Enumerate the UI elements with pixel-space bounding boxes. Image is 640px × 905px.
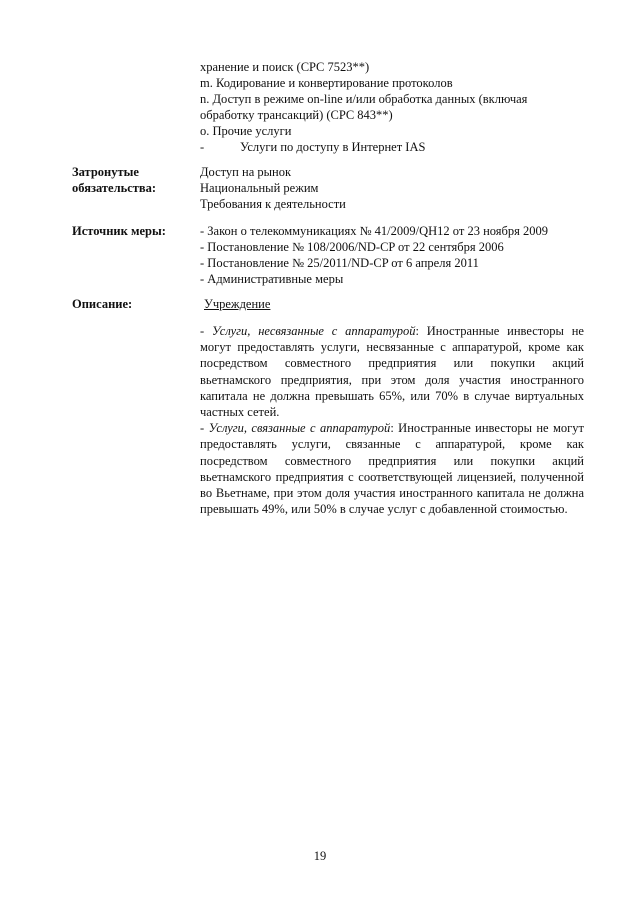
services-line-3: n. Доступ в режиме on-line и/или обработка данных (включая: [200, 92, 528, 106]
page-number: 19: [313, 849, 327, 863]
measure-source-item: - Закон о телекоммуникациях № 41/2009/QH12 от 23 ноября 2009: [200, 224, 549, 238]
description-heading-text: Учреждение: [204, 297, 271, 311]
affected-obligations-label-line-1: Затронутые: [72, 165, 139, 179]
affected-obligations-label: [72, 164, 192, 196]
measure-source-item: - Постановление № 108/2006/ND-CP от 22 сентября 2006: [200, 240, 504, 254]
services-dash-item: [200, 139, 584, 155]
affected-obligations-list: [200, 164, 584, 212]
paragraph-2-text: : Иностранные инвесторы не могут предоставлять услуги, связанные с аппаратурой, кроме как посредством совместного предприятия или покупки акций вьетнамского предприятия с соответствующей лицензией, полученной во Вьетнаме, при этом доля участия иностранного капитала не должна превышать 49%, или 50% в случае услуг с добавленной стоимостью.: [200, 421, 585, 517]
services-list: [200, 59, 584, 155]
description-heading-block: [200, 296, 584, 312]
measure-source-label-text: Источник меры:: [72, 224, 166, 238]
dash-marker: -: [200, 140, 205, 154]
paragraph-2-italic: Услуги, связанные с аппаратурой: [208, 421, 391, 436]
measure-source-item: - Административные меры: [200, 272, 344, 286]
description-heading: [200, 296, 584, 312]
obligation-item: Национальный режим: [200, 181, 319, 195]
services-line-1: хранение и поиск (CPC 7523**): [200, 60, 370, 74]
description-label: [72, 296, 192, 312]
affected-obligations-label-line-2: обязательства:: [72, 181, 157, 195]
obligation-item: Требования к деятельности: [200, 197, 346, 211]
paragraph-1-lead: -: [200, 324, 212, 338]
description-label-text: Описание:: [72, 297, 133, 311]
services-line-5: o. Прочие услуги: [200, 124, 292, 138]
services-line-4: обработку трансакций) (CPC 843**): [200, 108, 393, 122]
measure-source-item: - Постановление № 25/2011/ND-CP от 6 апреля 2011: [200, 256, 479, 270]
measure-source-label: [72, 223, 192, 239]
description-body: [200, 323, 584, 517]
services-dash-item-text: Услуги по доступу в Интернет IAS: [240, 140, 426, 154]
services-line-2: m. Кодирование и конвертирование протоколов: [200, 76, 453, 90]
paragraph-1-italic: Услуги, несвязанные с аппаратурой: [211, 324, 416, 338]
measure-source-list: [200, 223, 584, 287]
description-paragraph-1: [200, 323, 584, 420]
paragraph-1-text: : Иностранные инвесторы не могут предоставлять услуги, несвязанные с аппаратурой, кроме как посредством совместного предприятия или покупки акций вьетнамского предприятия, при этом доля участия иностранного капитала не должна превышать 65%, или 70% в случае виртуальных частных сетей.: [200, 324, 584, 420]
description-paragraph-2: [200, 420, 584, 517]
paragraph-2-lead: -: [200, 421, 209, 436]
obligation-item: Доступ на рынок: [200, 165, 292, 179]
